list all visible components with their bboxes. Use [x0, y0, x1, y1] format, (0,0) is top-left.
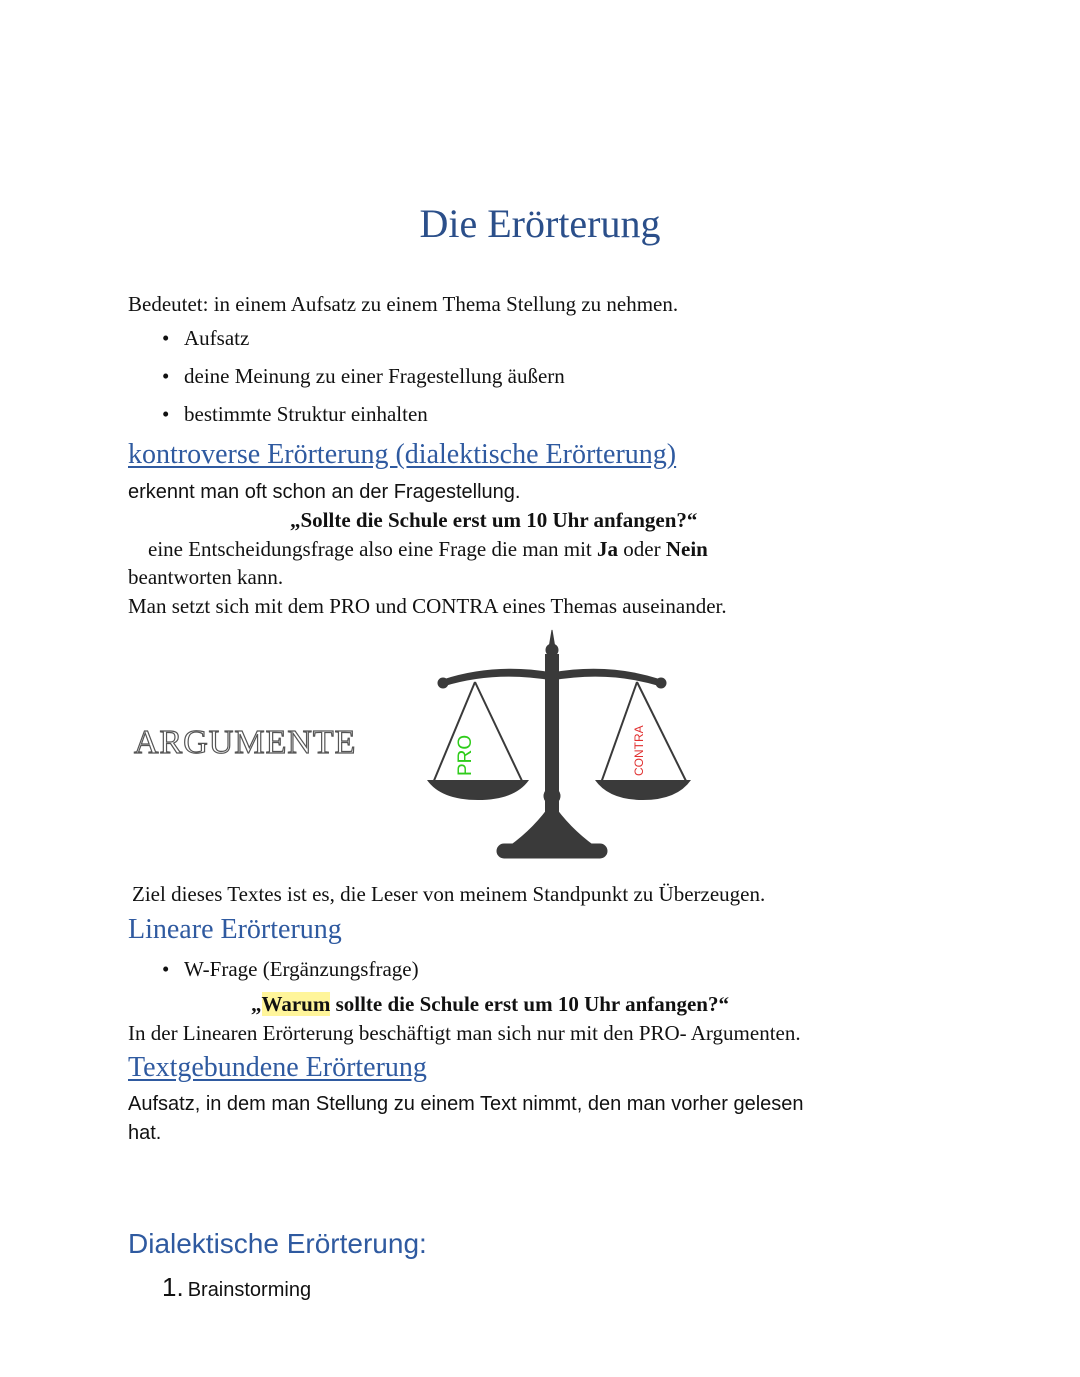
bullet-icon: •: [162, 402, 170, 426]
section-heading-dialektische: Dialektische Erörterung:: [128, 1228, 427, 1259]
section1-line1: erkennt man oft schon an der Fragestellung.: [128, 481, 521, 503]
section3-line2: hat.: [128, 1122, 162, 1144]
section2-question: „Warum sollte die Schule erst um 10 Uhr anfangen?“: [251, 992, 729, 1016]
section2-line: In der Linearen Erörterung beschäftigt man sich nur mit den PRO- Argumenten.: [128, 1021, 801, 1045]
list-item: 1. Brainstorming: [162, 1272, 312, 1302]
section-heading-lineare: Lineare Erörterung: [128, 914, 342, 945]
pro-label: PRO: [455, 734, 476, 776]
list-item: • deine Meinung zu einer Fragestellung äußern: [162, 364, 565, 388]
bullet-icon: •: [162, 326, 170, 350]
section1-line2: eine Entscheidungsfrage also eine Frage die man mit Ja oder Nein: [148, 537, 708, 561]
section1-question: „Sollte die Schule erst um 10 Uhr anfangen?“: [290, 508, 698, 532]
section1-line3: beantworten kann.: [128, 565, 284, 589]
bullet-icon: •: [162, 364, 170, 388]
goal-text: Ziel dieses Textes ist es, die Leser von meinem Standpunkt zu Überzeugen.: [132, 882, 766, 906]
list-item: • bestimmte Struktur einhalten: [162, 402, 428, 426]
intro-text: Bedeutet: in einem Aufsatz zu einem Thema Stellung zu nehmen.: [128, 292, 679, 316]
section3-line1: Aufsatz, in dem man Stellung zu einem Text nimmt, den man vorher gelesen: [128, 1093, 804, 1115]
contra-label: CONTRA: [632, 725, 646, 776]
page-title: Die Erörterung: [419, 201, 661, 246]
section1-line4: Man setzt sich mit dem PRO und CONTRA eines Themas auseinander.: [128, 594, 727, 618]
bullet-icon: •: [162, 957, 170, 981]
section-heading-textgebundene[interactable]: Textgebundene Erörterung: [128, 1052, 427, 1083]
section-heading-kontroverse[interactable]: kontroverse Erörterung (dialektische Erörterung): [128, 439, 677, 470]
list-item: • Aufsatz: [162, 326, 250, 350]
argumente-label: ARGUMENTE: [134, 724, 357, 761]
scale-illustration: [425, 628, 695, 873]
list-item: • W-Frage (Ergänzungsfrage): [162, 957, 419, 981]
